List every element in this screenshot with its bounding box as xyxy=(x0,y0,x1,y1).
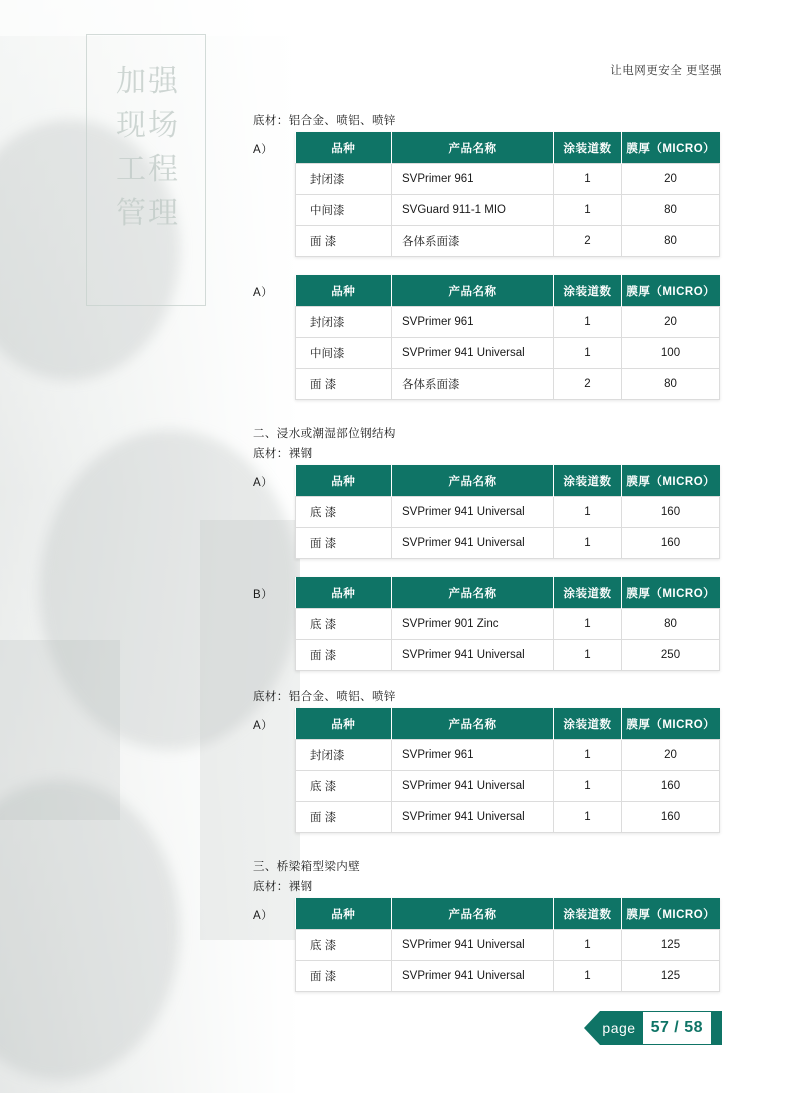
table-row xyxy=(296,930,720,961)
section-2-block-b xyxy=(253,577,720,671)
cell-thickness: 20 xyxy=(622,164,720,195)
cell-thickness: 80 xyxy=(622,609,720,640)
cell-thickness: 250 xyxy=(622,640,720,671)
cell-coats: 1 xyxy=(554,528,622,559)
section-2 xyxy=(253,425,720,671)
cell-thickness: 160 xyxy=(622,802,720,833)
cell-variety: 底 漆 xyxy=(296,771,392,802)
table-row xyxy=(296,740,720,771)
section-2-block-a xyxy=(253,465,720,559)
table-header-row xyxy=(296,708,720,740)
table-header-row xyxy=(296,132,720,164)
col-header-thickness: 膜厚（MICRO） xyxy=(622,577,720,609)
table-row xyxy=(296,226,720,257)
cell-coats: 1 xyxy=(554,338,622,369)
cell-coats: 1 xyxy=(554,930,622,961)
cell-thickness: 80 xyxy=(622,195,720,226)
spec-table xyxy=(295,275,720,400)
block-label: A） xyxy=(253,477,274,489)
section-4-heading: 三、桥梁箱型梁内壁 xyxy=(253,861,361,873)
spec-table xyxy=(295,465,720,559)
calligraphy-text: 加强现场工程管理 xyxy=(116,64,180,231)
table-row xyxy=(296,369,720,400)
cell-variety: 封闭漆 xyxy=(296,740,392,771)
table-row xyxy=(296,528,720,559)
table-row xyxy=(296,961,720,992)
cell-product: SVPrimer 941 Universal xyxy=(392,771,554,802)
col-header-variety: 品种 xyxy=(296,577,392,609)
table-row xyxy=(296,307,720,338)
cell-variety: 面 漆 xyxy=(296,528,392,559)
cell-variety: 封闭漆 xyxy=(296,164,392,195)
cell-variety: 面 漆 xyxy=(296,961,392,992)
page-tag-arrow-icon xyxy=(584,1011,600,1045)
col-header-variety: 品种 xyxy=(296,465,392,497)
cell-product: SVPrimer 901 Zinc xyxy=(392,609,554,640)
cell-variety: 底 漆 xyxy=(296,609,392,640)
page-tag-body xyxy=(600,1011,722,1045)
section-1-substrate: 底材：铝合金、喷铝、喷锌 xyxy=(253,115,396,127)
block-label: A） xyxy=(253,287,274,299)
section-3-substrate: 底材：铝合金、喷铝、喷锌 xyxy=(253,691,396,703)
block-label: A） xyxy=(253,910,274,922)
cell-product: SVPrimer 961 xyxy=(392,740,554,771)
cell-coats: 2 xyxy=(554,369,622,400)
cell-variety: 面 漆 xyxy=(296,802,392,833)
section-3 xyxy=(253,688,720,833)
col-header-thickness: 膜厚（MICRO） xyxy=(622,275,720,307)
spec-table xyxy=(295,898,720,992)
cell-thickness: 20 xyxy=(622,740,720,771)
col-header-product: 产品名称 xyxy=(392,275,554,307)
cell-variety: 中间漆 xyxy=(296,338,392,369)
spec-table xyxy=(295,577,720,671)
section-4-block-a xyxy=(253,898,720,992)
col-header-thickness: 膜厚（MICRO） xyxy=(622,898,720,930)
col-header-coats: 涂装道数 xyxy=(554,465,622,497)
cell-variety: 底 漆 xyxy=(296,930,392,961)
table-header-row xyxy=(296,275,720,307)
cell-thickness: 80 xyxy=(622,369,720,400)
col-header-thickness: 膜厚（MICRO） xyxy=(622,132,720,164)
cell-variety: 封闭漆 xyxy=(296,307,392,338)
block-label: A） xyxy=(253,144,274,156)
section-2-substrate: 底材：裸钢 xyxy=(253,448,313,460)
cell-thickness: 125 xyxy=(622,930,720,961)
page-number: 57 / 58 xyxy=(642,1011,712,1045)
cell-variety: 底 漆 xyxy=(296,497,392,528)
col-header-coats: 涂装道数 xyxy=(554,577,622,609)
col-header-variety: 品种 xyxy=(296,708,392,740)
cell-variety: 面 漆 xyxy=(296,369,392,400)
cell-thickness: 125 xyxy=(622,961,720,992)
block-label: B） xyxy=(253,589,274,601)
cell-variety: 面 漆 xyxy=(296,226,392,257)
col-header-thickness: 膜厚（MICRO） xyxy=(622,708,720,740)
block-label: A） xyxy=(253,720,274,732)
section-1-block-a2 xyxy=(253,275,720,400)
table-row xyxy=(296,802,720,833)
col-header-product: 产品名称 xyxy=(392,132,554,164)
cell-thickness: 80 xyxy=(622,226,720,257)
cell-product: SVPrimer 941 Universal xyxy=(392,961,554,992)
col-header-product: 产品名称 xyxy=(392,577,554,609)
cell-product: SVPrimer 941 Universal xyxy=(392,802,554,833)
cell-product: SVPrimer 941 Universal xyxy=(392,930,554,961)
cell-product: SVPrimer 941 Universal xyxy=(392,497,554,528)
table-row xyxy=(296,609,720,640)
cell-coats: 1 xyxy=(554,164,622,195)
cell-product: SVPrimer 961 xyxy=(392,164,554,195)
page-label: page xyxy=(602,1020,636,1036)
cell-product: SVGuard 911-1 MIO xyxy=(392,195,554,226)
cell-variety: 中间漆 xyxy=(296,195,392,226)
spec-table xyxy=(295,708,720,833)
col-header-coats: 涂装道数 xyxy=(554,275,622,307)
section-1 xyxy=(253,112,720,400)
col-header-coats: 涂装道数 xyxy=(554,708,622,740)
col-header-thickness: 膜厚（MICRO） xyxy=(622,465,720,497)
cell-coats: 1 xyxy=(554,802,622,833)
cell-product: 各体系面漆 xyxy=(392,226,554,257)
cell-product: SVPrimer 941 Universal xyxy=(392,640,554,671)
cell-coats: 1 xyxy=(554,195,622,226)
cell-coats: 1 xyxy=(554,740,622,771)
cell-thickness: 100 xyxy=(622,338,720,369)
cell-product: SVPrimer 961 xyxy=(392,307,554,338)
table-row xyxy=(296,164,720,195)
cell-product: SVPrimer 941 Universal xyxy=(392,528,554,559)
cell-product: SVPrimer 941 Universal xyxy=(392,338,554,369)
table-header-row xyxy=(296,465,720,497)
section-2-heading: 二、浸水或潮湿部位钢结构 xyxy=(253,428,396,440)
table-row xyxy=(296,640,720,671)
cell-product: 各体系面漆 xyxy=(392,369,554,400)
cell-thickness: 20 xyxy=(622,307,720,338)
col-header-variety: 品种 xyxy=(296,898,392,930)
cell-coats: 1 xyxy=(554,640,622,671)
section-4 xyxy=(253,858,720,992)
cell-coats: 1 xyxy=(554,961,622,992)
table-header-row xyxy=(296,898,720,930)
col-header-product: 产品名称 xyxy=(392,898,554,930)
cell-coats: 1 xyxy=(554,497,622,528)
table-row xyxy=(296,497,720,528)
col-header-product: 产品名称 xyxy=(392,465,554,497)
table-row xyxy=(296,771,720,802)
table-row xyxy=(296,195,720,226)
table-row xyxy=(296,338,720,369)
page-number-tag xyxy=(584,1011,722,1045)
cell-coats: 2 xyxy=(554,226,622,257)
col-header-coats: 涂装道数 xyxy=(554,132,622,164)
cell-thickness: 160 xyxy=(622,497,720,528)
section-3-block-a xyxy=(253,708,720,833)
col-header-coats: 涂装道数 xyxy=(554,898,622,930)
cell-thickness: 160 xyxy=(622,528,720,559)
cell-coats: 1 xyxy=(554,609,622,640)
col-header-variety: 品种 xyxy=(296,275,392,307)
col-header-product: 产品名称 xyxy=(392,708,554,740)
cell-variety: 面 漆 xyxy=(296,640,392,671)
spec-table xyxy=(295,132,720,257)
cell-thickness: 160 xyxy=(622,771,720,802)
cell-coats: 1 xyxy=(554,307,622,338)
table-header-row xyxy=(296,577,720,609)
section-1-block-a xyxy=(253,132,720,257)
col-header-variety: 品种 xyxy=(296,132,392,164)
cell-coats: 1 xyxy=(554,771,622,802)
header-slogan: 让电网更安全 更坚强 xyxy=(610,65,722,77)
section-4-substrate: 底材：裸钢 xyxy=(253,881,313,893)
